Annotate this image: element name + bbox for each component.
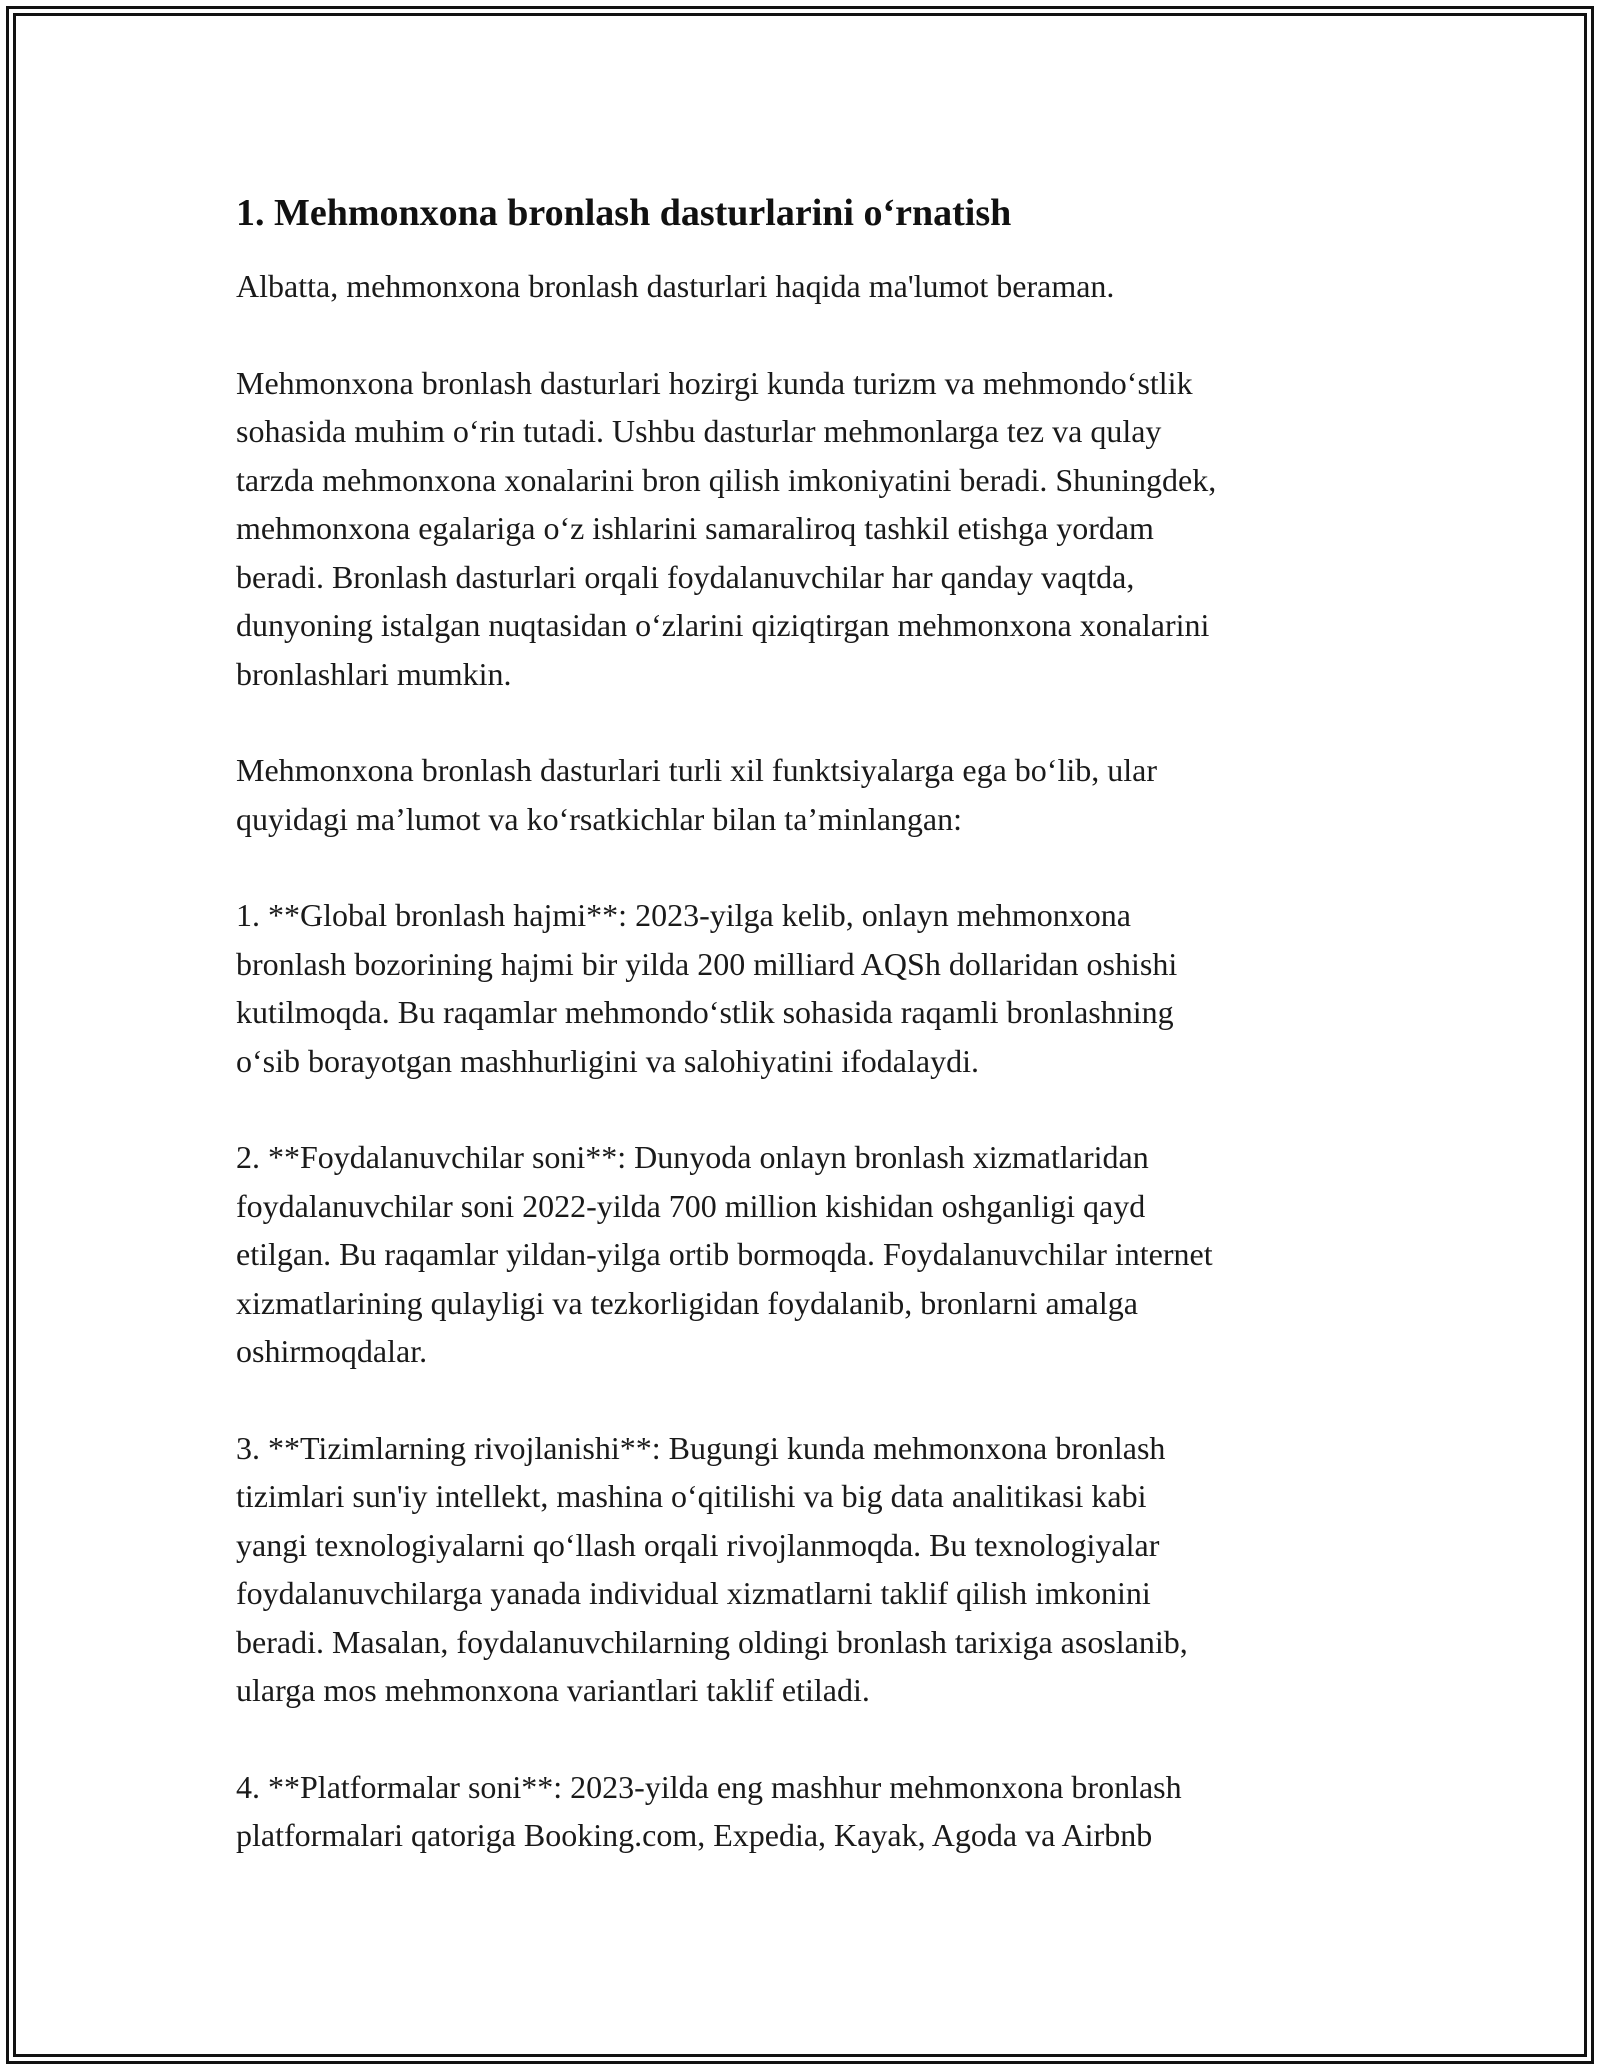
document-page [236,186,1376,1908]
list-item-global-volume: 1. **Global bronlash hajmi**: 2023-yilga kelib, onlayn mehmonxona bronlash bozorining hajmi bir yilda 200 milliard AQSh dollaridan oshishi kutilmoqda. Bu raqamlar mehmondo‘stlik sohasida raqamli bronlashning o‘sib borayotgan mashhurligini va salohiyatini ifodalaydi. [236,897,1178,1079]
list-item-user-count: 2. **Foydalanuvchilar soni**: Dunyoda onlayn bronlash xizmatlaridan foydalanuvchilar soni 2022-yilda 700 million kishidan oshganligi qayd etilgan. Bu raqamlar yildan-yilga ortib bormoqda. Foydalanuvchilar internet xizmatlarining qulayligi va tezkorligidan foydalanib, bronlarni amalga oshirmoqdalar. [236,1139,1213,1369]
paragraph-features: Mehmonxona bronlash dasturlari turli xil funktsiyalarga ega bo‘lib, ular quyidagi ma’lumot va ko‘rsatkichlar bilan ta’minlangan: [236,752,1157,837]
document-title: 1. Mehmonxona bronlash dasturlarini o‘rnatish [236,192,1012,234]
list-item-platform-count: 4. **Platformalar soni**: 2023-yilda eng mashhur mehmonxona bronlash platformalari qatoriga Booking.com, Expedia, Kayak, Agoda va Airbnb [236,1768,1182,1853]
list-item-system-development: 3. **Tizimlarning rivojlanishi**: Bugungi kunda mehmonxona bronlash tizimlari sun'iy intellekt, mashina o‘qitilishi va big data analitikasi kabi yangi texnologiyalarni qo‘llash orqali rivojlanmoqda. Bu texnologiyalar foydalanuvchilarga yanada individual xizmatlarni taklif qilish imkonini beradi. Masalan, foydalanuvchilarning oldingi bronlash tarixiga asoslanib, ularga mos mehmonxona variantlari taklif etiladi. [236,1429,1188,1708]
paragraph-overview: Mehmonxona bronlash dasturlari hozirgi kunda turizm va mehmondo‘stlik sohasida muhim o‘rin tutadi. Ushbu dasturlar mehmonlarga tez va qulay tarzda mehmonxona xonalarini bron qilish imkoniyatini beradi. Shuningdek, mehmonxona egalariga o‘z ishlarini samaraliroq tashkil etishga yordam beradi. Bronlash dasturlari orqali foydalanuvchilar har qanday vaqtda, dunyoning istalgan nuqtasidan o‘zlarini qiziqtirgan mehmonxona xonalarini bronlashlari mumkin. [236,364,1217,692]
paragraph-intro: Albatta, mehmonxona bronlash dasturlari haqida ma'lumot beraman. [236,268,1115,304]
